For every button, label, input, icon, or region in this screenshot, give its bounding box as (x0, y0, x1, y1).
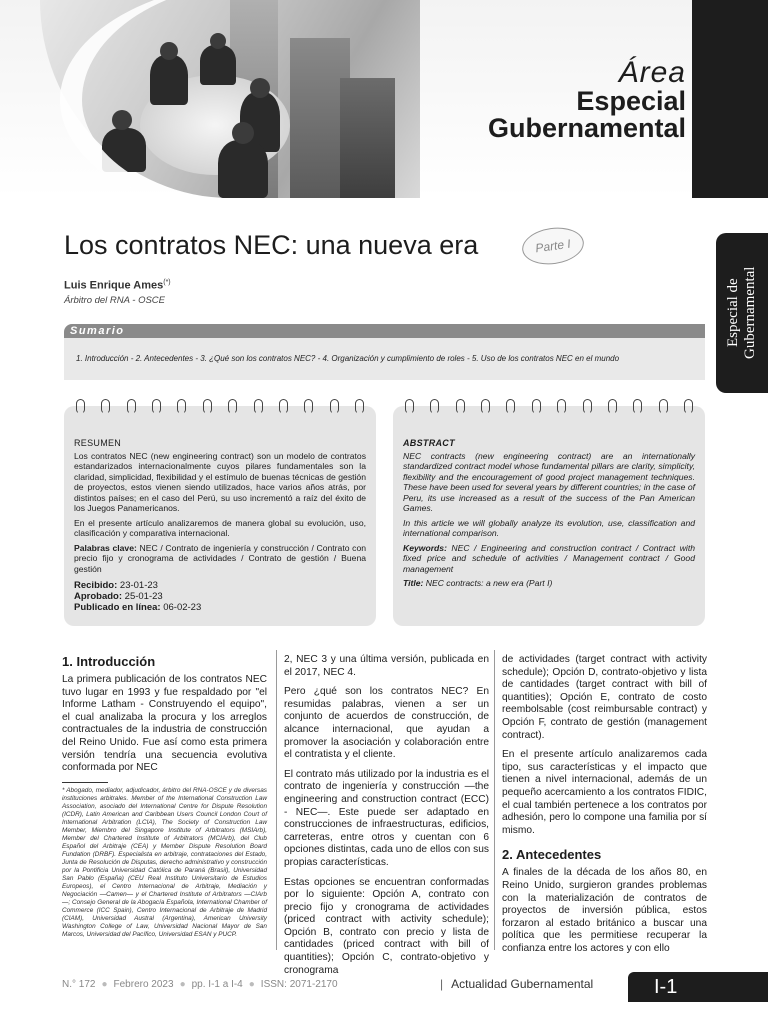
column-2-paragraph-2: Pero ¿qué son los contratos NEC? En resumidas palabras, vienen a ser un conjunto de acuerdos de construcción, de alcance internacional, que ayudan a promover la asociación y colaboración entre el contratista y el cliente. (284, 686, 489, 761)
section-2-heading: 2. Antecedentes (502, 847, 602, 863)
column-3-paragraph-1: de actividades (target contract with activity schedule); Opción D, contrato-objetivo y lista de cantidades (target contract with bill of quantities); Opción E, contrato de costo reembolsable (cost reimbursable contract) y Opción F, contrato de gestión (management contract). (502, 654, 707, 741)
approved-label: Aprobado: (74, 591, 123, 602)
author-name (64, 279, 171, 292)
published-label: Publicado en línea: (74, 602, 161, 613)
area-line-1: Especial (576, 86, 686, 116)
section-side-tab (716, 233, 768, 393)
received-date: 23-01-23 (119, 580, 158, 591)
resumen-keywords-label: Palabras clave: (74, 542, 137, 553)
footer-publication-name: Actualidad Gubernamental (451, 977, 594, 991)
spiral-rings (405, 399, 693, 415)
footer-issue-info: N.° 172 ● Febrero 2023 ● pp. I-1 a I-4 ● ISSN: 2071-2170 (62, 979, 338, 990)
abstract-heading: ABSTRACT (403, 438, 455, 448)
article-title: Los contratos NEC: una nueva era (64, 230, 479, 260)
resumen-dates (74, 580, 366, 613)
abstract-keywords (403, 543, 695, 575)
column-3-paragraph-3: A finales de la década de los años 80, en Reino Unido, surgieron grandes problemas con la materialización de contratos de proyectos de inversión pública, estos forzaron al estado británico a buscar una política que les permitiese recuperar la confianza entre los actores y con ello (502, 867, 707, 954)
published-date: 06-02-23 (163, 602, 202, 613)
abstract-keywords-label: Keywords: (403, 542, 447, 553)
area-divider (703, 130, 707, 158)
header-banner (0, 0, 768, 198)
header-corner-block (692, 0, 768, 198)
resumen-keywords (74, 543, 366, 575)
resumen-keywords-text: NEC / Contrato de ingeniería y construcción / Contrato con precio fijo y cronograma de actividades / Contrato de gestión / Buena gestión (74, 542, 367, 574)
footnote-rule (62, 782, 108, 783)
resumen-paragraph-2: En el presente artículo analizaremos de manera global su evolución, uso, clasificación y comparativa internacional. (74, 517, 366, 538)
abstract-paragraph-2: In this article we will globally analyze its evolution, use, classification and international comparison. (403, 517, 695, 538)
abstract-title-label: Title: (403, 578, 424, 588)
author-name-text: Luis Enrique Ames (64, 279, 164, 292)
author-footnote-mark: (*) (163, 279, 171, 286)
column-separator (276, 650, 277, 950)
footer-publication: | Actualidad Gubernamental (440, 977, 594, 991)
area-word: Área (618, 56, 686, 89)
approved-date: 25-01-23 (124, 591, 163, 602)
page-footer (0, 972, 768, 1000)
column-separator (494, 650, 495, 950)
column-2-paragraph-1: 2, NEC 3 y una última versión, publicada en el 2017, NEC 4. (284, 654, 489, 678)
sumario-bar (64, 324, 705, 338)
column-3-paragraph-2: En el presente artículo analizaremos cada tipo, sus características y el impacto que tienen a nivel internacional, además de un pequeño acercamiento a los contratos FIDIC, el cual también pertenece a los contratos por adhesión, pero lo compone una familia por sí mismo. (502, 749, 707, 836)
abstract-keywords-text: NEC / Engineering and construction contract / Contract with fixed price and schedule of activities / Management contract / Good management (403, 542, 695, 574)
area-title (488, 58, 686, 142)
footer-issue: N.° 172 (62, 979, 96, 990)
column-2-paragraph-4: Estas opciones se encuentran conformadas por lo siguiente: Opción A, contrato con precio fijo y cronograma de actividades (priced contract with activity schedule); Opción B, contrato con precio y lista de cantidades (priced contract with bill of quantities); Opción C, contrato-objetivo y cronograma (284, 876, 489, 976)
body-column-2 (284, 654, 489, 984)
column-1-paragraph: La primera publicación de los contratos NEC tuvo lugar en 1993 y fue respaldado por "el Informe Latham - Construyendo el equipo", el cual analizaba la procura y los arreglos contractuales de la industria de construcción del Reino Unido. Fue así como esta primera versión tendría una secuencia evolutiva conformada por NEC (62, 674, 267, 774)
author-role: Árbitro del RNA - OSCE (64, 295, 166, 306)
author-footnote: * Abogado, mediador, adjudicador, árbitro del RNA-OSCE y de diversas instituciones arbitrales. Member of the International Construction Law Association, asociado del International Centre for Dispute Resolution (ICDR), Latin American and Caribbean Users Council London Court of International Arbitration (LCIA), The Society of Construction Law Member, Miembro del Singapore Institute of Arbitrators (MSIArb), Member del Chartered Institute of Arbitrators (MCIArb), del Club Español del Arbitraje (CEA) y Member Dispute Resolution Board Fundation (DRBF). Especialista en arbitraje, contrataciones del Estado, Junta de Resolución de Disputas, derecho administrativo y construcción por la Pontificia Universidad Católica de Paraná (Brasil), Universidad San Pablo (España) (CEU Real Instituto Universitario de Estudios Europeos), el Centro Internacional de Arbitraje, Mediación y Negociación —Camen— y el Chartered Institute of Arbitrators —CIArb—; Consejo General de la Abogacía Española, International Chamber of Commerce (ICC Spain), Centro Internacional de Arbitraje de Madrid (CIAM), Universidad Austral (Argentina), American University Washington College of Law, Universidad Nacional Mayor de San Marcos, Universidad del Pacífico, Universidad ESAN y PUCP. (62, 786, 267, 938)
column-2-paragraph-3: El contrato más utilizado por la industria es el contrato de ingeniería y construcción —the engineering and construction contract (ECC) - NEC—. Este puede ser adaptado en construcciones de infraestructuras, edificios, carreteras, entre otros y cuentan con 6 opciones distintas, cada uno de ellos con sus propias características. (284, 768, 489, 868)
body-column-3 (502, 654, 707, 962)
part-badge: Parte I (520, 224, 586, 268)
abstract-title-text: NEC contracts: a new era (Part I) (425, 578, 553, 588)
resumen-heading: RESUMEN (74, 438, 122, 448)
footer-pages: pp. I-1 a I-4 (191, 979, 243, 990)
section-1-heading: 1. Introducción (62, 654, 156, 669)
footer-issn: ISSN: 2071-2170 (260, 979, 338, 990)
area-line-2: Gubernamental (487, 113, 686, 143)
footer-date: Febrero 2023 (113, 979, 174, 990)
section-side-tab-label: Especial de Gubernamental (725, 266, 758, 360)
sumario-label: Sumario (70, 325, 125, 337)
sumario-text: 1. Introducción - 2. Antecedentes - 3. ¿Qué son los contratos NEC? - 4. Organización y cumplimiento de roles - 5. Uso de los contratos NEC en el mundo (76, 354, 620, 363)
abstract-card (393, 406, 705, 626)
page-number: I-1 (628, 972, 768, 1002)
abstract-title (403, 578, 695, 589)
resumen-paragraph-1: Los contratos NEC (new engineering contract) son un modelo de contratos estandarizados internacionalmente cuyos pilares fundamentales son la claridad, simplicidad, flexibilidad y el estímulo de buenas técnicas de gestión de proyectos, estos vienen siendo utilizados, hace varios años atrás, por distintos países; en el caso del Perú, su uso incrementó a raíz del éxito de los Juegos Panamericanos. (74, 450, 366, 513)
resumen-card (64, 406, 376, 626)
spiral-rings (76, 399, 364, 415)
received-label: Recibido: (74, 580, 118, 591)
abstract-paragraph-1: NEC contracts (new engineering contract) are an internationally standardized contract model whose fundamental pillars are clarity, simplicity, flexibility and the encouragement of good project management techniques. These have been used for several years by different countries; in the case of Peru, its use increased as a result of the success of the Pan American Games. (403, 450, 695, 513)
body-column-1 (62, 654, 267, 939)
